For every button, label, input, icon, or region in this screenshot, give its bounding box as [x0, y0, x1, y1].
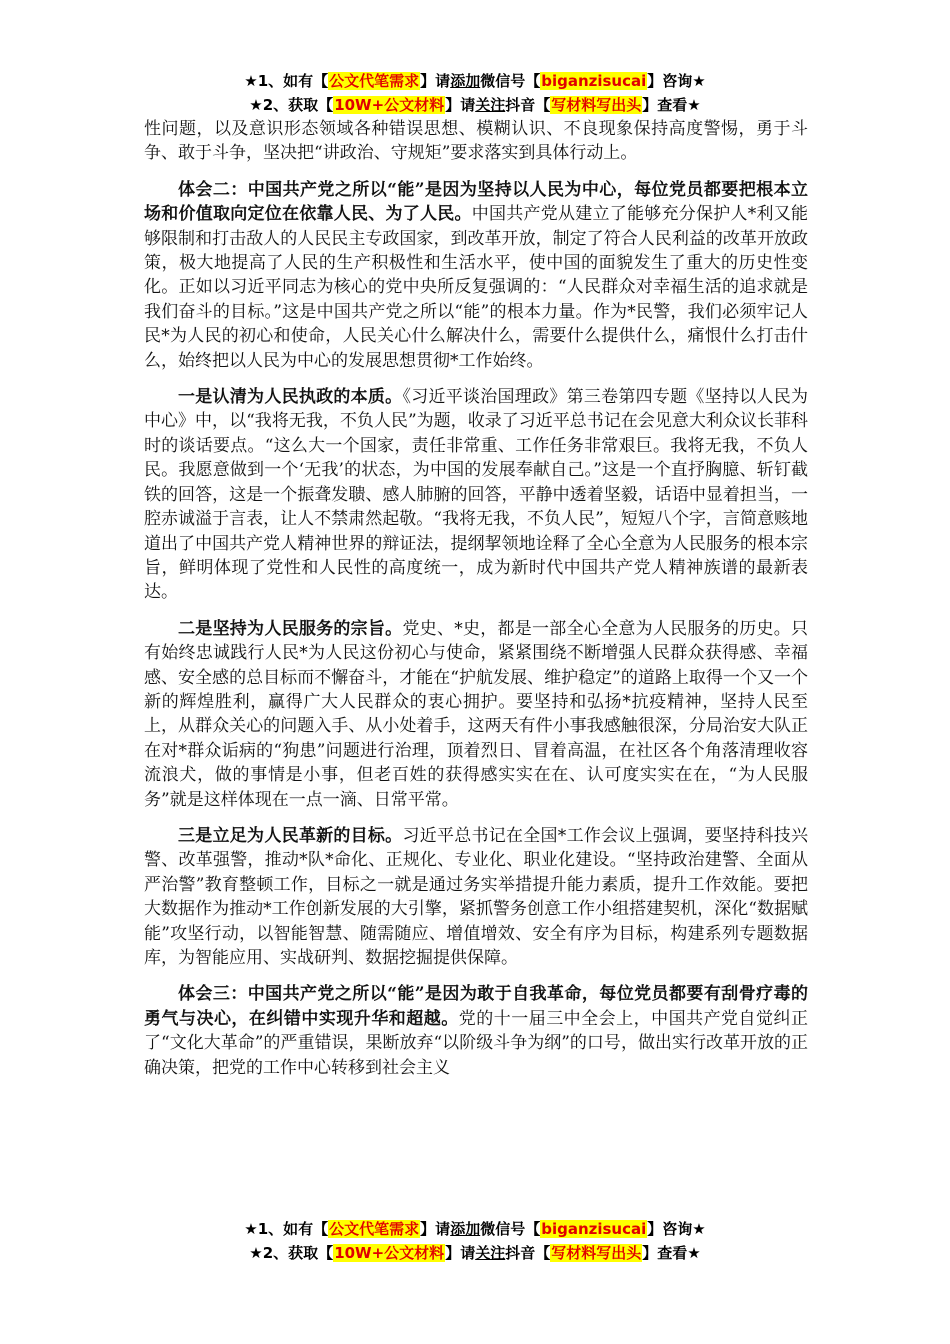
paragraph-heading: 二是坚持为人民服务的宗旨。 — [178, 618, 403, 639]
highlight-service: 公文代笔需求 — [329, 1220, 420, 1238]
header-banner — [0, 69, 950, 117]
paragraph-insight-three: 体会三：中国共产党之所以“能”是因为敢于自我革命，每位党员都要有刮骨疗毒的勇气与决心，在纠错中实现升华和超越。党的十一届三中全会上，中国共产党自觉纠正了“文化大革命”的严重错误，果断放弃“以阶级斗争为纲”的口号，做出实行改革开放的正确决策，把党的工作中心转移到社会主义 — [144, 984, 809, 1078]
highlight-douyin-account: 写材料写出头 — [551, 1244, 642, 1262]
banner-line-1: ★1、如有【公文代笔需求】请添加微信号【biganzisucai】咨询★ — [244, 1220, 706, 1238]
banner-line-1: ★1、如有【公文代笔需求】请添加微信号【biganzisucai】咨询★ — [244, 72, 706, 90]
paragraph-insight-two: 体会二：中国共产党之所以“能”是因为坚持以人民为中心，每位党员都要把根本立场和价值取向定位在依靠人民、为了人民。中国共产党从建立了能够充分保护人*利又能够限制和打击敌人的人民民主专政国家，到改革开放，制定了符合人民利益的改革开放政策，极大地提高了人民的生产积极性和生活水平，使中国的面貌发生了重大的历史性变化。正如以习近平同志为核心的党中央所反复强调的：“人民群众对幸福生活的追求就是我们奋斗的目标。”这是中国共产党之所以“能”的根本力量。作为*民警，我们必须牢记人民*为人民的初心和使命，人民关心什么解决什么，需要什么提供什么，痛恨什么打击什么，始终把以人民为中心的发展思想贯彻*工作始终。 — [144, 179, 808, 371]
highlight-service: 公文代笔需求 — [329, 72, 420, 90]
paragraph-heading: 体会二：中国共产党之所以“能”是因为坚持以人民为中心，每位党员都要把根本立场和价值取向定位在依靠人民、为了人民。 — [144, 179, 808, 225]
document-body — [144, 117, 808, 1092]
highlight-materials: 10W+公文材料 — [334, 1244, 445, 1262]
paragraph-heading: 体会三：中国共产党之所以“能”是因为敢于自我革命，每位党员都要有刮骨疗毒的勇气与决心，在纠错中实现升华和超越。 — [144, 984, 808, 1029]
paragraph-point-three: 三是立足为人民革新的目标。习近平总书记在全国*工作会议上强调，要坚持科技兴警、改革强警，推动*队*命化、正规化、专业化、职业化建设。“坚持政治建警、全面从严治警”教育整顿工作，目标之一就是通过务实举措提升能力素质，提升工作效能。要把大数据作为推动*工作创新发展的大引擎，紧抓警务创意工作小组搭建契机，深化“数据赋能”攻坚行动，以智能智慧、随需随应、增值增效、安全有序为目标，构建系列专题数据库，为智能应用、实战研判、数据挖掘提供保障。 — [144, 825, 809, 968]
highlight-douyin-account: 写材料写出头 — [551, 96, 642, 114]
paragraph-point-two: 二是坚持为人民服务的宗旨。党史、*史，都是一部全心全意为人民服务的历史。只有始终忠诚践行人民*为人民这份初心与使命，紧紧围绕不断增强人民群众获得感、幸福感、安全感的总目标而不懈奋斗，才能在“护航发展、维护稳定”的道路上取得一个又一个新的辉煌胜利，赢得广大人民群众的衷心拥护。要坚持和弘扬*抗疫精神，坚持人民至上，从群众关心的问题入手、从小处着手，这两天有件小事我感触很深，分局治安大队正在对*群众诟病的“狗患”问题进行治理，顶着烈日、冒着高温，在社区各个角落清理收容流浪犬，做的事情是小事，但老百姓的获得感实实在在、认可度实实在在，“为人民服务”就是这样体现在一点一滴、日常平常。 — [144, 618, 809, 810]
highlight-materials: 10W+公文材料 — [334, 96, 445, 114]
footer-banner — [0, 1217, 950, 1265]
highlight-wechat-id: biganzisucai — [541, 1220, 647, 1238]
paragraph-continued: 性问题，以及意识形态领域各种错误思想、模糊认识、不良现象保持高度警惕，勇于斗争、敢于斗争，坚决把“讲政治、守规矩”要求落实到具体行动上。 — [144, 119, 808, 164]
banner-line-2: ★2、获取【10W+公文材料】请关注抖音【写材料写出头】查看★ — [249, 1244, 701, 1262]
paragraph-heading: 一是认清为人民执政的本质。 — [178, 387, 403, 408]
paragraph-heading: 三是立足为人民革新的目标。 — [178, 825, 403, 846]
highlight-wechat-id: biganzisucai — [541, 72, 647, 90]
banner-line-2: ★2、获取【10W+公文材料】请关注抖音【写材料写出头】查看★ — [249, 96, 701, 114]
paragraph-point-one: 一是认清为人民执政的本质。《习近平谈治国理政》第三卷第四专题《坚持以人民为中心》中，以“我将无我，不负人民”为题，收录了习近平总书记在会见意大利众议长菲科时的谈话要点。“这么大一个国家，责任非常重、工作任务非常艰巨。我将无我，不负人民。我愿意做到一个‘无我’的状态，为中国的发展奉献自己。”这是一个直抒胸臆、斩钉截铁的回答，这是一个振聋发聩、感人肺腑的回答，平静中透着坚毅，话语中显着担当，一腔赤诚溢于言表，让人不禁肃然起敬。“我将无我，不负人民”，短短八个字，言简意赅地道出了中国共产党人精神世界的辩证法，提纲挈领地诠释了全心全意为人民服务的根本宗旨，鲜明体现了党性和人民性的高度统一，成为新时代中国共产党人精神族谱的最新表达。 — [144, 387, 809, 603]
